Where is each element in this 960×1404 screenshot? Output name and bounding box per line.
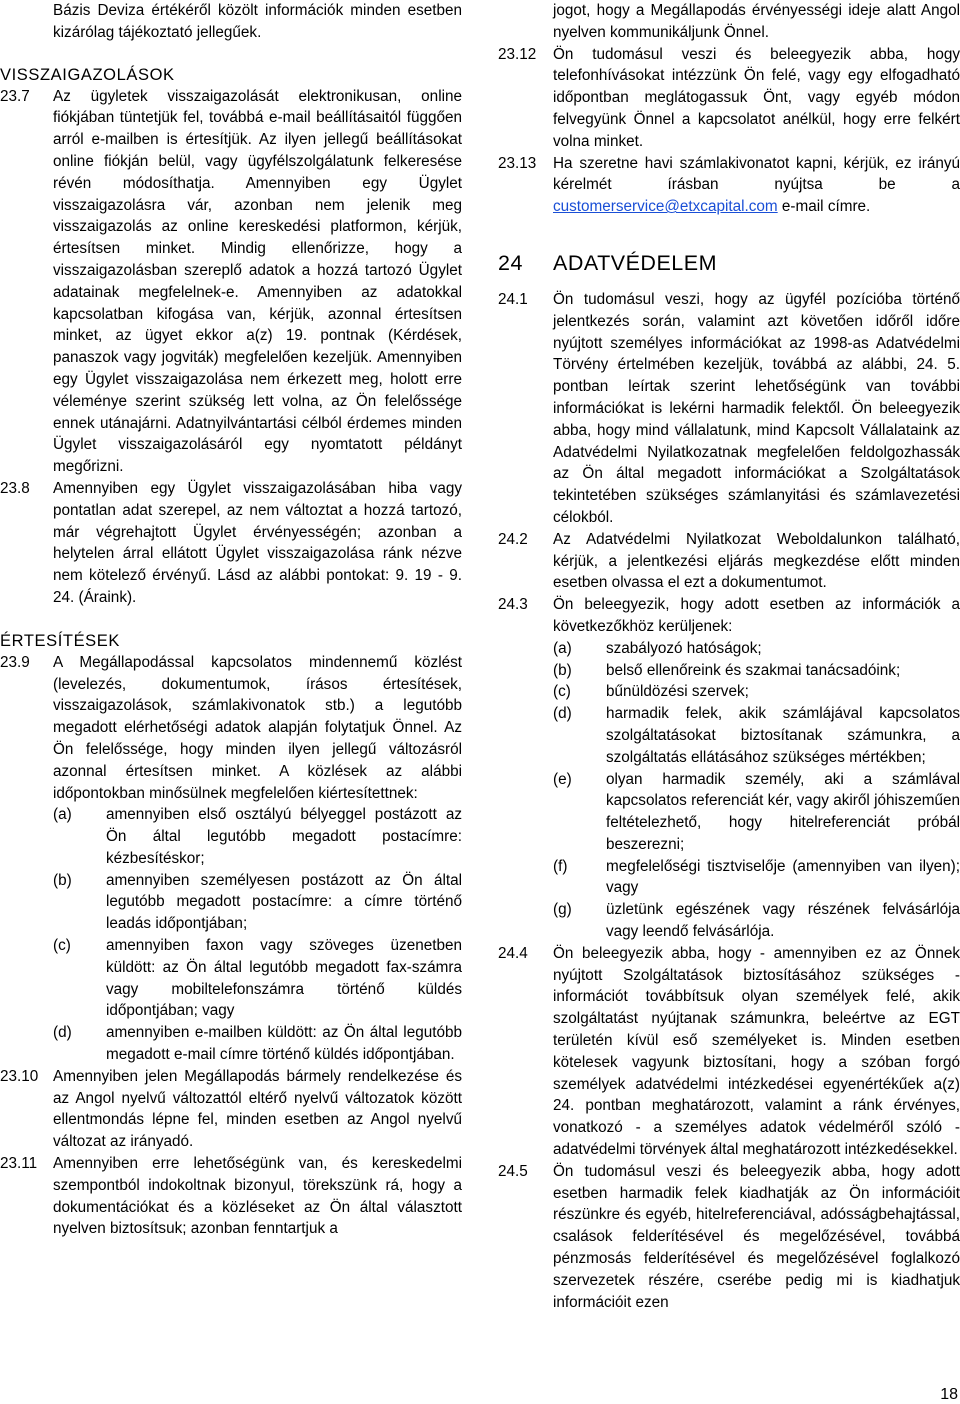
clause-text: Amennyiben egy Ügylet visszaigazolásában hiba vagy pontatlan adat szerepel, az nem változtat a hozzá tartozó, már végrehajtott Ügylet érvényességén; azonban a helytelen árral ellátott Ügylet visszaigazolása ránk nézve nem kötelező érvényű. Lásd az alábbi pontokat: 9. 19 - 9. 24. (Áraink). — [53, 479, 462, 606]
clause-text: Ön beleegyezik abba, hogy - amennyiben ez az Önnek nyújtott Szolgáltatások biztosításához szükséges - információt továbbítsuk olyan személyek felé, akik szolgáltatást nyújtanak számunkra, beleértve az EGT területén kívül eső személyeket is. Minden esetben kötelesek vagyunk biztosítani, hogy a szóban forgó személyek adatvédelmi intézkedései egyenértékűek a(z) 24. pontban meghatározott, valamint a ránk érvényes, vonatkozó - a személyes adatok védelméről szóló - adatvédelmi törvények által meghatározott intézkedésekkel. — [553, 944, 960, 1159]
clause-text: Ön tudomásul veszi és beleegyezik abba, hogy telefonhívásokat intézzünk Ön felé, vagy egy elfogadható időpontban meglátogassuk Önt, vagy egyéb módon felvegyünk Önnel a kapcsolatot anélkül, hogy erre felkért volna minket. — [553, 45, 960, 150]
clause-number: 24.5 — [498, 1162, 528, 1180]
clause-text: Az ügyletek visszaigazolását elektronikusan, online fiókjában tüntetjük fel, továbbá e-mail beállításaitól függően arról e-mailben is értesítjük. Az ilyen jellegű beállításokat online fiókján belül, vagy ügyfélszolgálatunk felkeresése révén módosíthatja. Amennyiben egy Ügylet visszaigazolásra vár, azonban nem jelenik meg visszaigazolás az online kereskedési platformon, kérjük, értesítsen minket. Mindig ellenőrizze, hogy a visszaigazolásban szereplő adatok a hozzá tartozó Ügylet adatainak megfelelnek-e. Amennyiben az adatokkal kapcsolatban kifogása van, kérjük, azonnal értesítsen minket, az ügyet ekkor a(z) 19. pontnak (Kérdések, panaszok vagy jogviták) megfelelően kezeljük. Amennyiben egy Ügylet visszaigazolása nem érkezett meg, holott erre véleménye szerint szükség lett volna, az Ön felelőssége ennek utánajárni. Adatnyilvántartási célból érdemes minden Ügylet visszaigazolásáról egy nyomtatott példányt megőrizni. — [53, 87, 462, 476]
list-item: (b) belső ellenőreink és szakmai tanácsadóink; — [553, 661, 901, 679]
email-link[interactable]: customerservice@etxcapital.com — [553, 198, 778, 216]
list-item: (e) olyan harmadik személy, aki a számlával kapcsolatos referenciát kér, vagy akiről jóhiszeműen feltételezhető, hogy hitelreferenciát próbál beszerezni; — [553, 770, 960, 853]
list-item: (d) amennyiben e-mailben küldött: az Ön által legutóbb megadott e-mail címre történő küldés időpontjában. — [53, 1024, 462, 1064]
clause-23-12 — [498, 44, 960, 153]
clause-number: 23.10 — [0, 1067, 39, 1085]
clause-number: 24.1 — [498, 290, 528, 308]
clause-23-9-items — [0, 804, 462, 1066]
section-heading-24 — [498, 249, 960, 277]
clause-23-8 — [0, 478, 462, 609]
clause-23-9 — [0, 652, 462, 805]
section-title: ADATVÉDELEM — [553, 250, 717, 275]
clause-text: Az Adatvédelmi Nyilatkozat Weboldalunkon található, kérjük, a jelentkezési eljárás megkezdése előtt minden esetben olvassa el ezt a dokumentumot. — [553, 530, 960, 592]
heading-confirmations: VISSZAIGAZOLÁSOK — [0, 65, 175, 84]
clause-number: 24.3 — [498, 596, 528, 614]
clause-23-10 — [0, 1066, 462, 1153]
clause-text: Ön tudomásul veszi és beleegyezik abba, hogy adott esetben harmadik felek kiadhatják az Ön információit részünkre és egyéb, hitelreferenciával, adósságbehajtással, csalások felderítésével és megelőzésével, továbbá pénzmosás felderítésével és megelőzésével foglalkozó szervezetek részére, cserébe pedig mi is kiadhatjuk információit ezen — [553, 1162, 960, 1311]
clause-23-13 — [498, 153, 960, 218]
clause-number: 23.11 — [0, 1155, 38, 1173]
list-item: (c) bűnüldözési szervek; — [553, 683, 749, 701]
section-number: 24 — [498, 250, 523, 275]
clause-number: 23.8 — [0, 479, 30, 497]
clause-24-1 — [498, 289, 960, 529]
clause-text: Amennyiben jelen Megállapodás bármely rendelkezése és az Angol nyelvű változattól eltérő nyelvű változatok között ellentmondás lépne fel, minden esetben az Angol nyelvű változat az irányadó. — [53, 1067, 462, 1151]
continuation-text: jogot, hogy a Megállapodás érvényességi ideje alatt Angol nyelven kommunikáljunk Önnel. — [553, 2, 960, 41]
list-item: (a) amennyiben első osztályú bélyeggel postázott az Ön által legutóbb megadott postacímre: kézbesítéskor; — [53, 806, 462, 867]
clause-24-3-items — [498, 638, 960, 943]
left-column — [0, 0, 462, 1240]
list-item: (c) amennyiben faxon vagy szöveges üzenetben küldött: az Ön által legutóbb megadott fax-számra vagy mobiltelefonszámra történő küldés időpontjában; vagy — [53, 937, 462, 1020]
list-item: (d) harmadik felek, akik számlájával kapcsolatos szolgáltatásokat biztosítanak számunkra, a szolgáltatás ellátásához szükséges mértékben; — [553, 705, 960, 766]
clause-number: 24.4 — [498, 944, 528, 962]
clause-23-11 — [0, 1153, 462, 1240]
list-item: (g) üzletünk egészének vagy részének felvásárlója vagy leendő felvásárlója. — [553, 901, 960, 941]
intro-text: Bázis Deviza értékéről közölt információk minden esetben kizárólag tájékoztató jellegűek. — [53, 2, 462, 41]
continuation-block — [498, 0, 960, 44]
list-item: (b) amennyiben személyesen postázott az Ön által legutóbb megadott postacímre: a címre történő leadás időpontjában; — [53, 871, 462, 933]
clause-text: Amennyiben erre lehetőségünk van, és kereskedelmi szempontból indokoltnak bizonyul, törekszünk rá, hogy a dokumentációkat és a közléseket az Ön által választott nyelven biztosítsuk; azonban fenntartjuk a — [53, 1155, 462, 1238]
clause-24-5 — [498, 1161, 960, 1314]
clause-number: 23.12 — [498, 45, 537, 63]
clause-text: Ön tudomásul veszi, hogy az ügyfél pozícióba történő jelentkezés során, valamint azt követően időről időre nyújtott személyes információkat az 1998-as Adatvédelmi Törvény értelmében kezeljük, továbbá az alábbi, 24. 5. pontban leírtak szerint lehetőségünk van további információkat is lekérni harmadik felektől. Ön beleegyezik abba, hogy mind vállalatunk, mind Kapcsolt Vállalataink az Adatvédelmi Nyilatkozatnak megfelelően feldolgozhassák az Ön által megadott információkat a Szolgáltatások tekintetében szükséges számlanyitási és számlavezetési célokból. — [553, 290, 960, 526]
clause-text: A Megállapodással kapcsolatos mindennemű közlést (levelezés, dokumentumok, írásos értesítések, visszaigazolások, számlakivonatok stb.) a legutóbb megadott elérhetőségi adatok alapján folytatjuk Önnel. Az Ön felelőssége, hogy minden ilyen jellegű változásról azonnal értesítsen minket. A közlések az alábbi időpontokban minősülnek megfelelően kiértesítettnek: — [53, 653, 462, 802]
heading-notices: ÉRTESÍTÉSEK — [0, 631, 120, 650]
list-item: (a) szabályozó hatóságok; — [553, 639, 762, 657]
clause-number: 24.2 — [498, 530, 528, 548]
clause-24-2 — [498, 529, 960, 594]
clause-text: Ön beleegyezik, hogy adott esetben az információk a következőkhöz kerüljenek: — [553, 596, 960, 635]
clause-number: 23.9 — [0, 653, 30, 671]
clause-text: Ha szeretne havi számlakivonatot kapni, kérjük, ez irányú kérelmét írásban nyújtsa be a customerservice@etxcapital.com e-mail címre. — [553, 154, 960, 216]
intro-block — [0, 0, 462, 44]
clause-23-7 — [0, 86, 462, 478]
page-number: 18 — [940, 1386, 958, 1403]
clause-number: 23.13 — [498, 154, 537, 172]
list-item: (f) megfelelőségi tisztviselője (amennyiben van ilyen); vagy — [553, 857, 960, 897]
clause-24-3 — [498, 594, 960, 638]
clause-24-4 — [498, 943, 960, 1161]
right-column — [498, 0, 960, 1313]
clause-number: 23.7 — [0, 87, 30, 105]
